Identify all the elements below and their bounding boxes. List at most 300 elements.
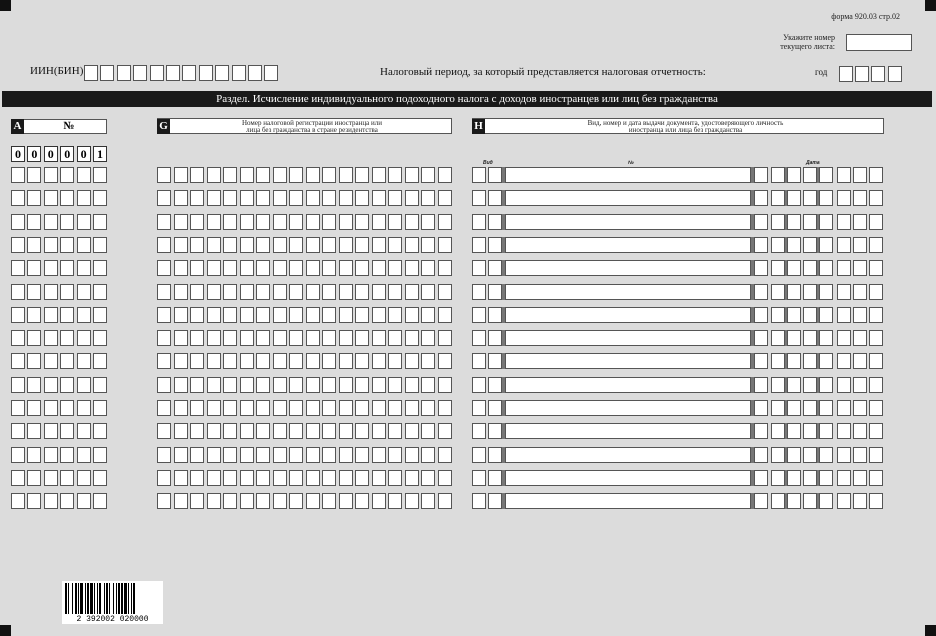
column-a-cell[interactable] xyxy=(11,167,25,183)
column-g-cell[interactable] xyxy=(190,237,204,253)
document-extra-cell[interactable] xyxy=(754,493,768,509)
date-year-cell[interactable] xyxy=(853,307,867,323)
column-g-cell[interactable] xyxy=(421,470,435,486)
column-g-cell[interactable] xyxy=(388,190,402,206)
column-g-cell[interactable] xyxy=(306,260,320,276)
date-year-cell[interactable] xyxy=(869,307,883,323)
date-month-cell[interactable] xyxy=(819,307,833,323)
column-g-cell[interactable] xyxy=(372,237,386,253)
column-g-cell[interactable] xyxy=(322,447,336,463)
column-g-cell[interactable] xyxy=(289,307,303,323)
column-g-cell[interactable] xyxy=(306,423,320,439)
column-g-cell[interactable] xyxy=(372,423,386,439)
column-a-cell[interactable] xyxy=(93,167,107,183)
date-month-cell[interactable] xyxy=(803,190,817,206)
date-month-cell[interactable] xyxy=(819,493,833,509)
column-g-cell[interactable] xyxy=(190,493,204,509)
column-g-cell[interactable] xyxy=(421,330,435,346)
column-a-cell[interactable] xyxy=(11,400,25,416)
column-g-cell[interactable] xyxy=(190,353,204,369)
column-g-cell[interactable] xyxy=(223,493,237,509)
date-year-cell[interactable] xyxy=(853,400,867,416)
document-number-field[interactable] xyxy=(505,330,751,346)
column-g-cell[interactable] xyxy=(372,493,386,509)
document-number-field[interactable] xyxy=(505,237,751,253)
column-g-cell[interactable] xyxy=(388,470,402,486)
document-type-cell[interactable] xyxy=(488,470,502,486)
column-g-cell[interactable] xyxy=(306,400,320,416)
column-g-cell[interactable] xyxy=(289,237,303,253)
column-g-cell[interactable] xyxy=(190,260,204,276)
document-number-field[interactable] xyxy=(505,377,751,393)
column-a-cell[interactable] xyxy=(60,353,74,369)
document-type-cell[interactable] xyxy=(472,284,486,300)
document-extra-cell[interactable] xyxy=(754,330,768,346)
column-g-cell[interactable] xyxy=(273,447,287,463)
column-g-cell[interactable] xyxy=(339,493,353,509)
column-g-cell[interactable] xyxy=(322,237,336,253)
column-g-cell[interactable] xyxy=(372,167,386,183)
date-year-cell[interactable] xyxy=(869,353,883,369)
date-year-cell[interactable] xyxy=(869,493,883,509)
column-a-cell[interactable] xyxy=(77,167,91,183)
document-extra-cell[interactable] xyxy=(754,190,768,206)
column-g-cell[interactable] xyxy=(322,493,336,509)
column-a-cell[interactable] xyxy=(27,237,41,253)
column-a-cell[interactable] xyxy=(11,190,25,206)
column-g-cell[interactable] xyxy=(240,400,254,416)
column-a-cell[interactable] xyxy=(60,493,74,509)
column-g-cell[interactable] xyxy=(223,307,237,323)
column-g-cell[interactable] xyxy=(405,284,419,300)
date-year-cell[interactable] xyxy=(837,330,851,346)
date-month-cell[interactable] xyxy=(819,330,833,346)
column-g-cell[interactable] xyxy=(355,237,369,253)
document-type-cell[interactable] xyxy=(472,330,486,346)
column-g-cell[interactable] xyxy=(339,284,353,300)
column-g-cell[interactable] xyxy=(438,447,452,463)
column-g-cell[interactable] xyxy=(289,423,303,439)
column-a-cell[interactable] xyxy=(27,167,41,183)
column-g-cell[interactable] xyxy=(157,284,171,300)
column-g-cell[interactable] xyxy=(388,167,402,183)
column-g-cell[interactable] xyxy=(405,214,419,230)
column-g-cell[interactable] xyxy=(438,237,452,253)
column-g-cell[interactable] xyxy=(372,400,386,416)
document-type-cell[interactable] xyxy=(472,307,486,323)
column-g-cell[interactable] xyxy=(322,214,336,230)
date-month-cell[interactable] xyxy=(803,167,817,183)
date-year-cell[interactable] xyxy=(837,167,851,183)
column-g-cell[interactable] xyxy=(174,237,188,253)
document-type-cell[interactable] xyxy=(488,214,502,230)
column-a-cell[interactable] xyxy=(77,470,91,486)
column-a-cell[interactable] xyxy=(93,307,107,323)
column-g-cell[interactable] xyxy=(322,400,336,416)
column-g-cell[interactable] xyxy=(355,353,369,369)
column-a-cell[interactable] xyxy=(44,330,58,346)
date-year-cell[interactable] xyxy=(853,260,867,276)
column-a-cell[interactable] xyxy=(11,214,25,230)
column-a-cell[interactable] xyxy=(93,190,107,206)
column-g-cell[interactable] xyxy=(289,353,303,369)
column-g-cell[interactable] xyxy=(157,493,171,509)
column-a-cell[interactable] xyxy=(11,260,25,276)
document-type-cell[interactable] xyxy=(488,493,502,509)
column-g-cell[interactable] xyxy=(421,214,435,230)
column-g-cell[interactable] xyxy=(256,167,270,183)
column-g-cell[interactable] xyxy=(174,190,188,206)
column-g-cell[interactable] xyxy=(157,423,171,439)
column-g-cell[interactable] xyxy=(438,377,452,393)
document-type-cell[interactable] xyxy=(488,190,502,206)
column-a-cell[interactable] xyxy=(11,423,25,439)
document-number-field[interactable] xyxy=(505,470,751,486)
column-g-cell[interactable] xyxy=(322,284,336,300)
column-a-cell[interactable] xyxy=(44,470,58,486)
date-month-cell[interactable] xyxy=(819,400,833,416)
column-a-cell[interactable] xyxy=(11,330,25,346)
column-g-cell[interactable] xyxy=(240,190,254,206)
date-year-cell[interactable] xyxy=(837,260,851,276)
column-g-cell[interactable] xyxy=(240,423,254,439)
column-g-cell[interactable] xyxy=(306,330,320,346)
date-year-cell[interactable] xyxy=(837,237,851,253)
column-g-cell[interactable] xyxy=(405,493,419,509)
column-g-cell[interactable] xyxy=(421,167,435,183)
column-a-cell[interactable] xyxy=(27,423,41,439)
date-month-cell[interactable] xyxy=(819,260,833,276)
column-g-cell[interactable] xyxy=(438,284,452,300)
column-a-cell[interactable] xyxy=(11,284,25,300)
column-g-cell[interactable] xyxy=(207,377,221,393)
column-a-cell[interactable] xyxy=(77,190,91,206)
column-a-cell[interactable] xyxy=(77,284,91,300)
column-g-cell[interactable] xyxy=(355,447,369,463)
column-a-cell[interactable] xyxy=(44,447,58,463)
iin-digit-cell[interactable] xyxy=(232,65,246,81)
date-year-cell[interactable] xyxy=(869,330,883,346)
column-a-cell[interactable] xyxy=(60,260,74,276)
column-g-cell[interactable] xyxy=(339,423,353,439)
column-g-cell[interactable] xyxy=(240,353,254,369)
column-g-cell[interactable] xyxy=(207,167,221,183)
date-day-cell[interactable] xyxy=(771,447,785,463)
iin-digit-cell[interactable] xyxy=(150,65,164,81)
column-g-cell[interactable] xyxy=(256,284,270,300)
date-day-cell[interactable] xyxy=(787,400,801,416)
column-g-cell[interactable] xyxy=(405,423,419,439)
document-type-cell[interactable] xyxy=(472,493,486,509)
date-day-cell[interactable] xyxy=(771,284,785,300)
column-g-cell[interactable] xyxy=(339,400,353,416)
date-day-cell[interactable] xyxy=(771,353,785,369)
date-month-cell[interactable] xyxy=(803,237,817,253)
column-g-cell[interactable] xyxy=(405,470,419,486)
column-g-cell[interactable] xyxy=(372,330,386,346)
column-g-cell[interactable] xyxy=(289,190,303,206)
column-g-cell[interactable] xyxy=(240,493,254,509)
date-month-cell[interactable] xyxy=(819,167,833,183)
column-a-cell[interactable] xyxy=(44,214,58,230)
document-type-cell[interactable] xyxy=(488,330,502,346)
column-g-cell[interactable] xyxy=(174,377,188,393)
date-year-cell[interactable] xyxy=(837,307,851,323)
document-number-field[interactable] xyxy=(505,423,751,439)
column-g-cell[interactable] xyxy=(240,447,254,463)
column-a-cell[interactable] xyxy=(27,260,41,276)
document-type-cell[interactable] xyxy=(472,470,486,486)
year-digit-cell[interactable] xyxy=(855,66,869,82)
column-g-cell[interactable] xyxy=(289,447,303,463)
column-g-cell[interactable] xyxy=(405,353,419,369)
document-number-field[interactable] xyxy=(505,307,751,323)
date-day-cell[interactable] xyxy=(787,214,801,230)
date-year-cell[interactable] xyxy=(837,284,851,300)
date-month-cell[interactable] xyxy=(803,377,817,393)
column-g-cell[interactable] xyxy=(322,330,336,346)
column-g-cell[interactable] xyxy=(339,330,353,346)
column-g-cell[interactable] xyxy=(405,190,419,206)
column-g-cell[interactable] xyxy=(174,260,188,276)
column-a-cell[interactable] xyxy=(11,447,25,463)
column-a-cell[interactable] xyxy=(93,284,107,300)
column-g-cell[interactable] xyxy=(372,190,386,206)
date-month-cell[interactable] xyxy=(803,284,817,300)
column-g-cell[interactable] xyxy=(355,400,369,416)
document-number-field[interactable] xyxy=(505,260,751,276)
date-day-cell[interactable] xyxy=(771,377,785,393)
document-extra-cell[interactable] xyxy=(754,423,768,439)
iin-digit-cell[interactable] xyxy=(133,65,147,81)
date-year-cell[interactable] xyxy=(837,400,851,416)
column-g-cell[interactable] xyxy=(306,167,320,183)
column-g-cell[interactable] xyxy=(388,237,402,253)
date-day-cell[interactable] xyxy=(771,167,785,183)
column-a-cell[interactable] xyxy=(27,377,41,393)
column-g-cell[interactable] xyxy=(273,353,287,369)
document-type-cell[interactable] xyxy=(472,423,486,439)
column-g-cell[interactable] xyxy=(207,330,221,346)
column-g-cell[interactable] xyxy=(388,400,402,416)
column-g-cell[interactable] xyxy=(438,493,452,509)
column-g-cell[interactable] xyxy=(306,214,320,230)
column-g-cell[interactable] xyxy=(306,447,320,463)
date-month-cell[interactable] xyxy=(803,260,817,276)
date-day-cell[interactable] xyxy=(787,284,801,300)
date-month-cell[interactable] xyxy=(803,423,817,439)
date-day-cell[interactable] xyxy=(787,330,801,346)
document-number-field[interactable] xyxy=(505,214,751,230)
column-a-cell[interactable] xyxy=(27,400,41,416)
column-a-cell[interactable] xyxy=(44,377,58,393)
date-year-cell[interactable] xyxy=(837,493,851,509)
date-year-cell[interactable] xyxy=(869,400,883,416)
column-g-cell[interactable] xyxy=(273,214,287,230)
date-month-cell[interactable] xyxy=(803,214,817,230)
column-g-cell[interactable] xyxy=(273,470,287,486)
date-year-cell[interactable] xyxy=(853,493,867,509)
column-a-cell[interactable] xyxy=(77,330,91,346)
document-type-cell[interactable] xyxy=(488,423,502,439)
column-g-cell[interactable] xyxy=(157,214,171,230)
date-day-cell[interactable] xyxy=(771,214,785,230)
date-day-cell[interactable] xyxy=(787,353,801,369)
column-g-cell[interactable] xyxy=(289,400,303,416)
document-extra-cell[interactable] xyxy=(754,260,768,276)
document-extra-cell[interactable] xyxy=(754,377,768,393)
column-g-cell[interactable] xyxy=(174,167,188,183)
year-digit-cell[interactable] xyxy=(888,66,902,82)
date-year-cell[interactable] xyxy=(837,377,851,393)
column-g-cell[interactable] xyxy=(157,330,171,346)
column-g-cell[interactable] xyxy=(157,260,171,276)
column-g-cell[interactable] xyxy=(372,284,386,300)
column-g-cell[interactable] xyxy=(438,190,452,206)
column-g-cell[interactable] xyxy=(339,190,353,206)
column-a-cell[interactable] xyxy=(77,307,91,323)
column-g-cell[interactable] xyxy=(306,237,320,253)
column-a-cell[interactable] xyxy=(60,190,74,206)
column-g-cell[interactable] xyxy=(388,307,402,323)
column-g-cell[interactable] xyxy=(190,470,204,486)
column-g-cell[interactable] xyxy=(322,167,336,183)
column-a-cell[interactable] xyxy=(27,330,41,346)
column-g-cell[interactable] xyxy=(256,470,270,486)
column-g-cell[interactable] xyxy=(355,284,369,300)
column-g-cell[interactable] xyxy=(207,353,221,369)
column-g-cell[interactable] xyxy=(421,447,435,463)
column-g-cell[interactable] xyxy=(256,260,270,276)
column-g-cell[interactable] xyxy=(339,214,353,230)
column-g-cell[interactable] xyxy=(256,237,270,253)
column-g-cell[interactable] xyxy=(223,377,237,393)
date-month-cell[interactable] xyxy=(819,353,833,369)
column-g-cell[interactable] xyxy=(372,377,386,393)
date-year-cell[interactable] xyxy=(869,284,883,300)
document-extra-cell[interactable] xyxy=(754,237,768,253)
column-g-cell[interactable] xyxy=(339,353,353,369)
date-day-cell[interactable] xyxy=(771,330,785,346)
date-year-cell[interactable] xyxy=(853,447,867,463)
column-a-cell[interactable] xyxy=(93,214,107,230)
column-g-cell[interactable] xyxy=(421,377,435,393)
date-day-cell[interactable] xyxy=(771,260,785,276)
column-g-cell[interactable] xyxy=(190,330,204,346)
column-g-cell[interactable] xyxy=(421,423,435,439)
column-g-cell[interactable] xyxy=(388,447,402,463)
column-g-cell[interactable] xyxy=(223,260,237,276)
column-a-cell[interactable] xyxy=(44,493,58,509)
column-g-cell[interactable] xyxy=(322,470,336,486)
column-g-cell[interactable] xyxy=(174,353,188,369)
date-year-cell[interactable] xyxy=(853,190,867,206)
date-year-cell[interactable] xyxy=(869,447,883,463)
iin-digit-cell[interactable] xyxy=(182,65,196,81)
date-day-cell[interactable] xyxy=(787,377,801,393)
column-g-cell[interactable] xyxy=(421,237,435,253)
column-g-cell[interactable] xyxy=(240,330,254,346)
document-type-cell[interactable] xyxy=(472,353,486,369)
column-g-cell[interactable] xyxy=(355,190,369,206)
date-year-cell[interactable] xyxy=(837,423,851,439)
iin-digit-cell[interactable] xyxy=(264,65,278,81)
document-type-cell[interactable] xyxy=(472,167,486,183)
column-g-cell[interactable] xyxy=(355,470,369,486)
column-g-cell[interactable] xyxy=(388,260,402,276)
column-a-cell[interactable] xyxy=(44,167,58,183)
column-a-cell[interactable] xyxy=(93,353,107,369)
column-a-cell[interactable] xyxy=(60,307,74,323)
column-g-cell[interactable] xyxy=(174,423,188,439)
date-day-cell[interactable] xyxy=(787,307,801,323)
date-year-cell[interactable] xyxy=(837,470,851,486)
date-year-cell[interactable] xyxy=(869,167,883,183)
column-g-cell[interactable] xyxy=(240,237,254,253)
document-type-cell[interactable] xyxy=(488,237,502,253)
column-g-cell[interactable] xyxy=(322,190,336,206)
date-day-cell[interactable] xyxy=(771,400,785,416)
document-type-cell[interactable] xyxy=(488,353,502,369)
column-a-cell[interactable] xyxy=(93,470,107,486)
column-g-cell[interactable] xyxy=(289,493,303,509)
document-type-cell[interactable] xyxy=(472,400,486,416)
column-g-cell[interactable] xyxy=(240,470,254,486)
column-a-cell[interactable] xyxy=(93,493,107,509)
column-g-cell[interactable] xyxy=(256,190,270,206)
column-g-cell[interactable] xyxy=(207,423,221,439)
column-g-cell[interactable] xyxy=(322,353,336,369)
date-month-cell[interactable] xyxy=(819,470,833,486)
year-digit-cell[interactable] xyxy=(871,66,885,82)
column-a-cell[interactable] xyxy=(44,284,58,300)
document-type-cell[interactable] xyxy=(488,447,502,463)
column-g-cell[interactable] xyxy=(438,260,452,276)
column-a-cell[interactable] xyxy=(60,470,74,486)
date-year-cell[interactable] xyxy=(853,377,867,393)
column-a-cell[interactable] xyxy=(60,330,74,346)
column-g-cell[interactable] xyxy=(306,190,320,206)
column-a-cell[interactable] xyxy=(93,237,107,253)
column-g-cell[interactable] xyxy=(174,330,188,346)
column-g-cell[interactable] xyxy=(207,470,221,486)
document-extra-cell[interactable] xyxy=(754,307,768,323)
column-a-cell[interactable] xyxy=(44,307,58,323)
column-g-cell[interactable] xyxy=(256,214,270,230)
date-day-cell[interactable] xyxy=(787,423,801,439)
date-day-cell[interactable] xyxy=(771,307,785,323)
column-g-cell[interactable] xyxy=(273,237,287,253)
document-type-cell[interactable] xyxy=(488,260,502,276)
column-a-cell[interactable] xyxy=(77,237,91,253)
column-a-cell[interactable] xyxy=(60,284,74,300)
document-number-field[interactable] xyxy=(505,353,751,369)
column-g-cell[interactable] xyxy=(438,214,452,230)
column-g-cell[interactable] xyxy=(388,330,402,346)
column-g-cell[interactable] xyxy=(306,307,320,323)
date-day-cell[interactable] xyxy=(787,190,801,206)
column-g-cell[interactable] xyxy=(157,190,171,206)
column-g-cell[interactable] xyxy=(207,284,221,300)
column-g-cell[interactable] xyxy=(421,284,435,300)
column-g-cell[interactable] xyxy=(190,423,204,439)
column-g-cell[interactable] xyxy=(405,237,419,253)
date-month-cell[interactable] xyxy=(819,284,833,300)
column-g-cell[interactable] xyxy=(207,307,221,323)
date-day-cell[interactable] xyxy=(787,447,801,463)
column-g-cell[interactable] xyxy=(223,400,237,416)
column-g-cell[interactable] xyxy=(256,493,270,509)
